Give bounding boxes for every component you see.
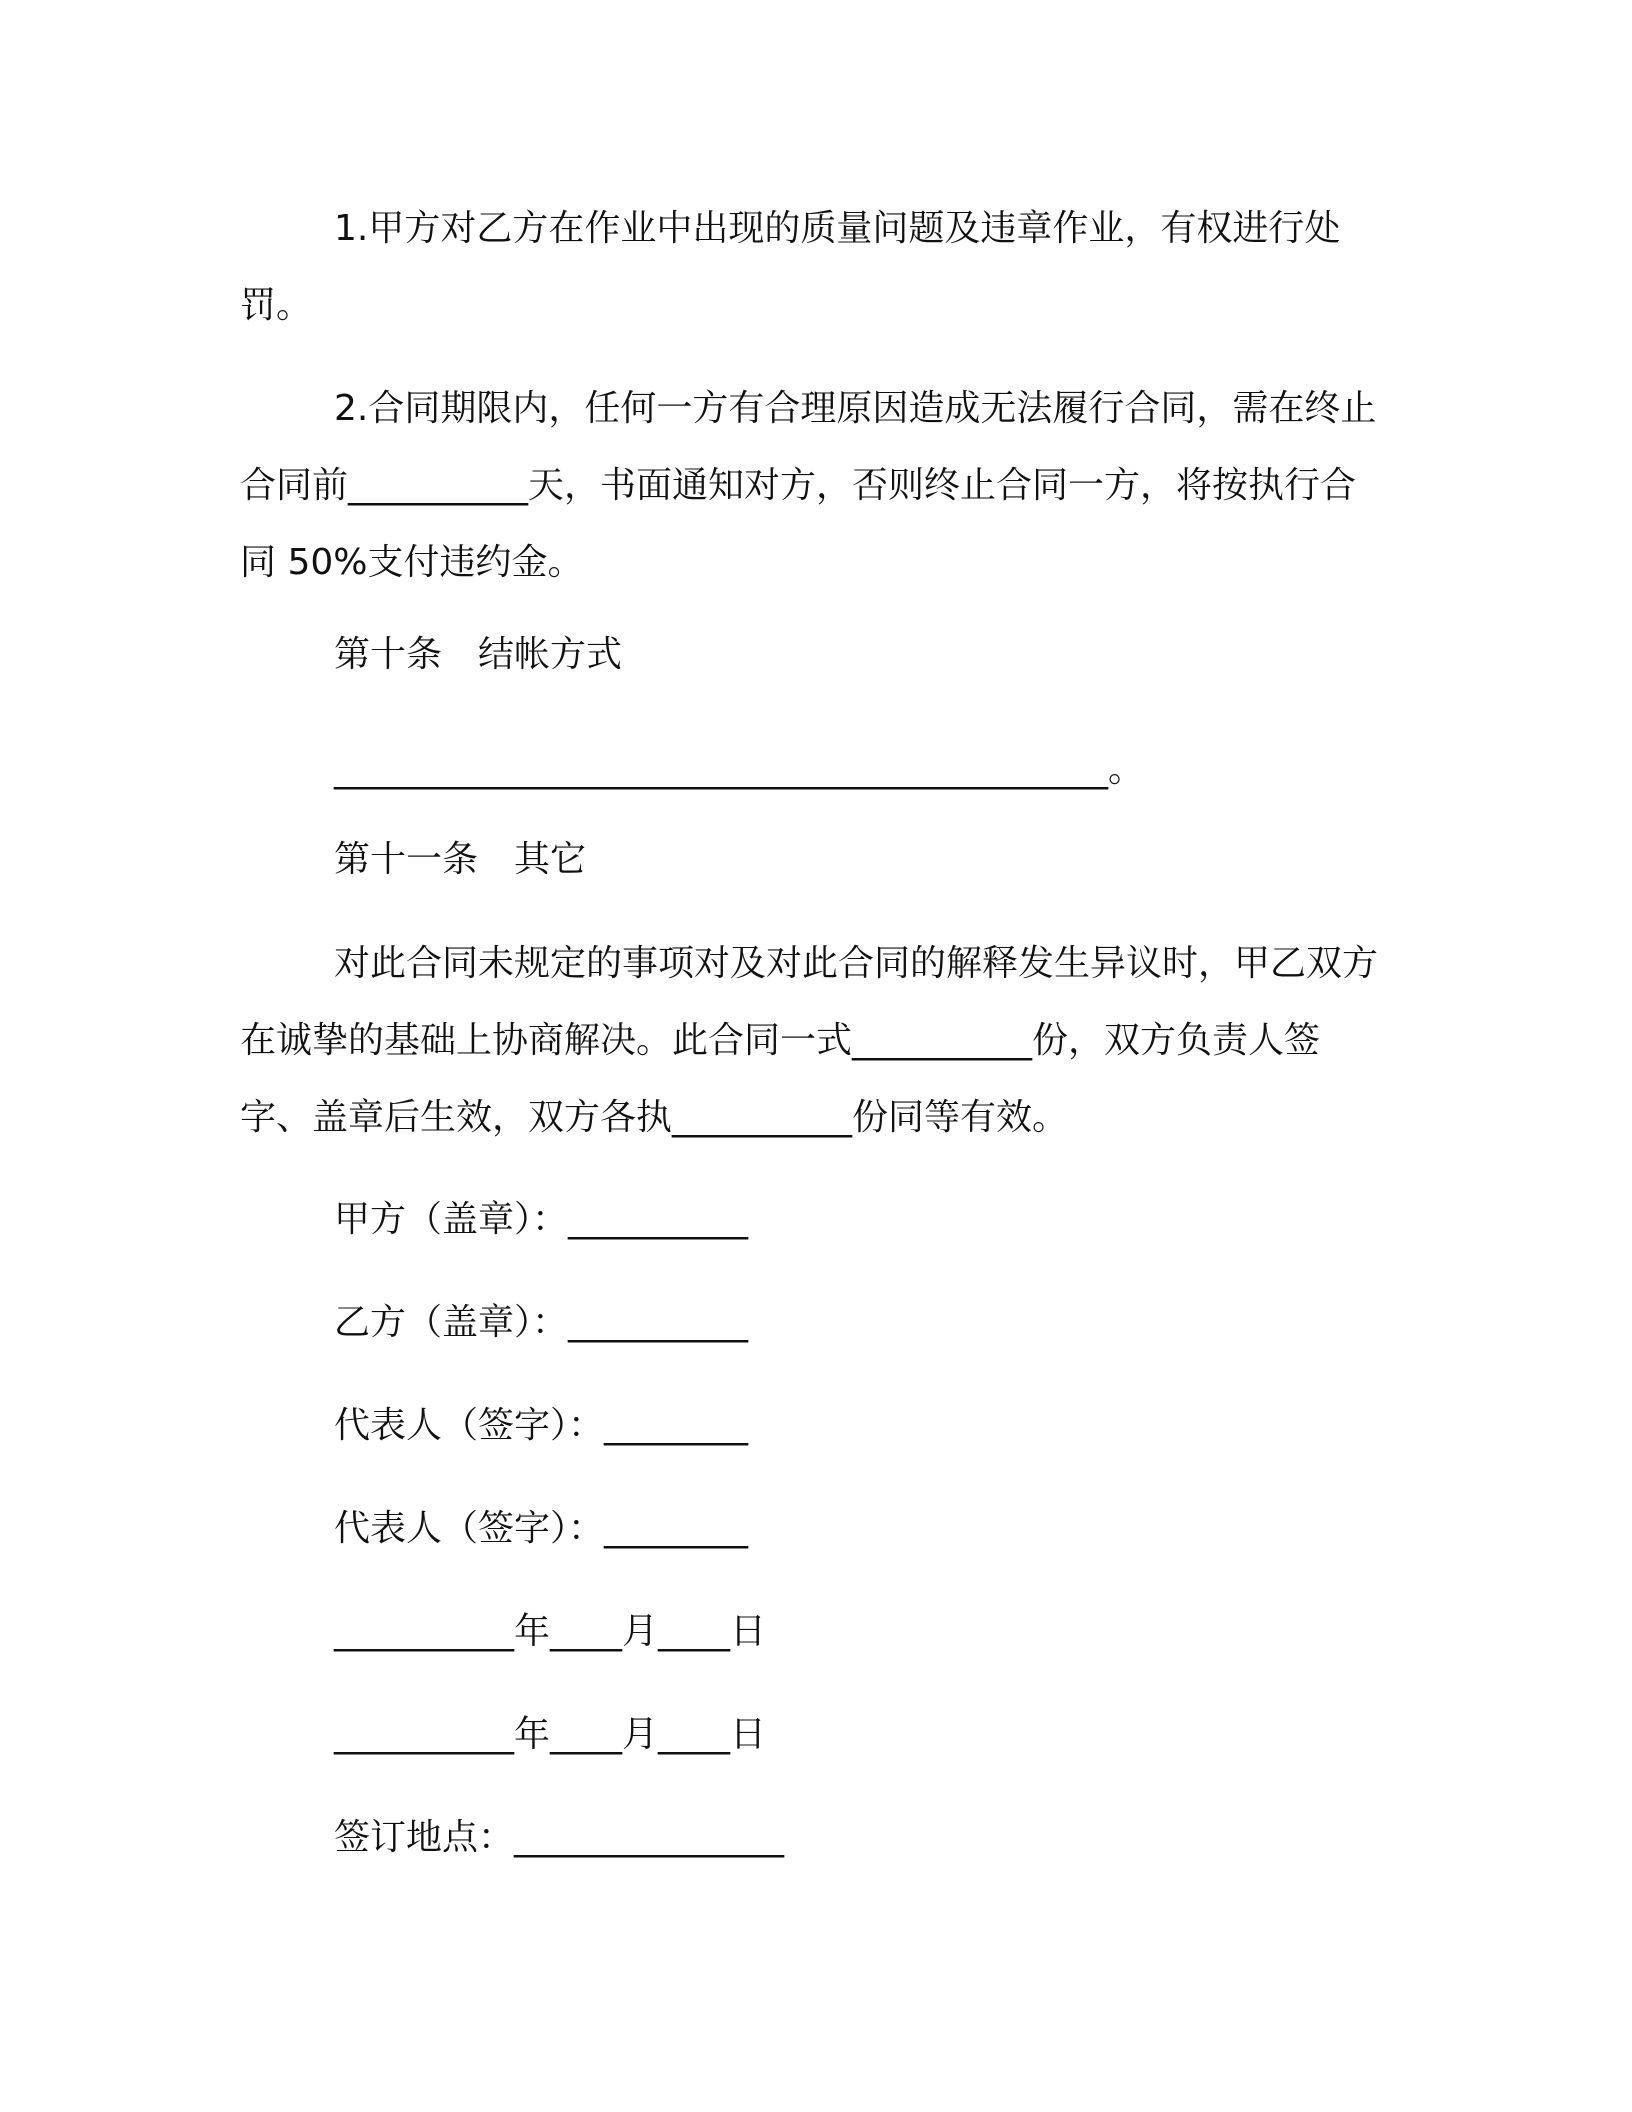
clause-termination: 2.合同期限内，任何一方有合理原因造成无法履行合同，需在终止合同前__________天，书面通知对方，否则终止合同一方，将按执行合同 50%支付违约金。 xyxy=(240,388,1377,583)
article-11-heading: 第十一条 其它 xyxy=(334,839,587,880)
article-10-heading: 第十条 结帐方式 xyxy=(334,634,623,675)
representative-signature-line-2: 代表人（签字）：________ xyxy=(334,1508,749,1549)
clause-other: 对此合同未规定的事项对及对此合同的解释发生异议时，甲乙双方在诚挚的基础上协商解决。此合同一式__________份，双方负责人签字、盖章后生效，双方各执__________份同等有效。 xyxy=(240,943,1379,1138)
article-10-blank-line: ___________________________________________。 xyxy=(334,749,1144,790)
signing-place-line: 签订地点：_______________ xyxy=(334,1817,785,1858)
representative-signature-line-1: 代表人（签字）：________ xyxy=(334,1405,749,1446)
date-line-2: __________年____月____日 xyxy=(334,1714,766,1755)
party-a-seal-line: 甲方（盖章）：__________ xyxy=(334,1199,749,1240)
date-line-1: __________年____月____日 xyxy=(334,1611,766,1652)
party-b-seal-line: 乙方（盖章）：__________ xyxy=(334,1302,749,1343)
clause-penalty: 1.甲方对乙方在作业中出现的质量问题及违章作业，有权进行处罚。 xyxy=(240,208,1341,326)
